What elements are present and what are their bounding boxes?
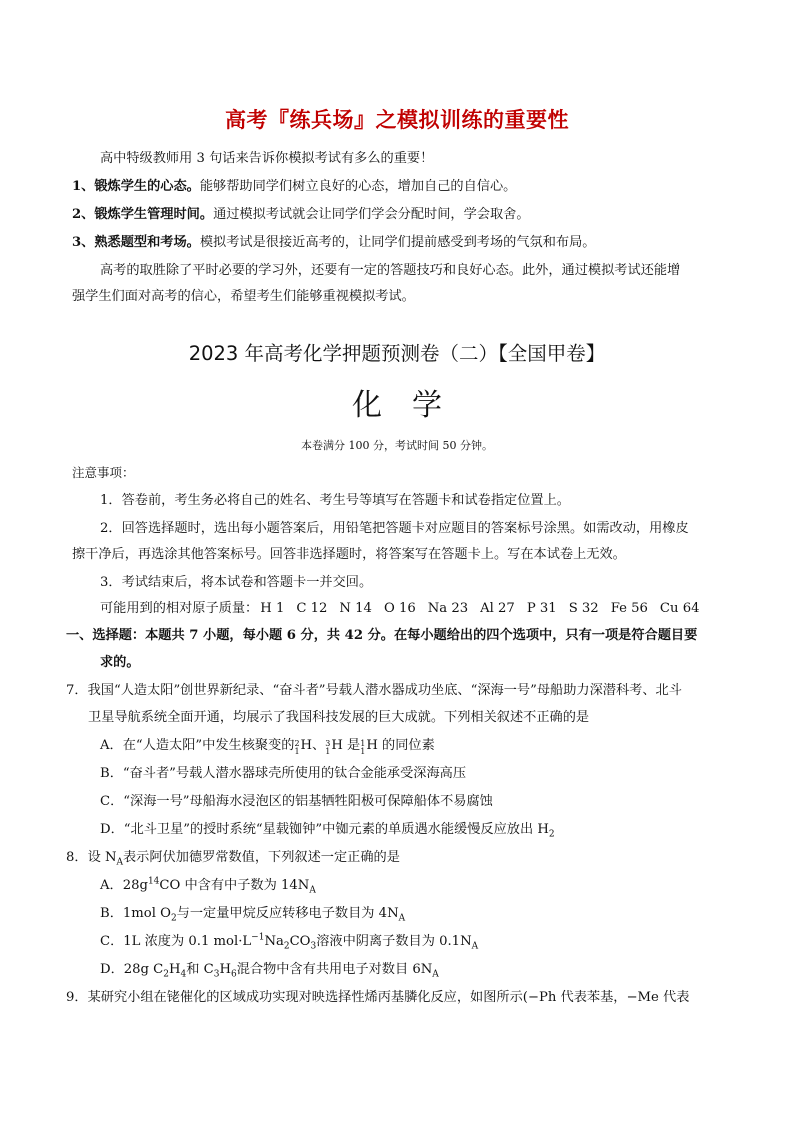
- section-heading-line-2: 求的。: [100, 655, 140, 670]
- q7-option-d: [100, 821, 555, 839]
- exam-info: 本卷满分 100 分，考试时间 50 分钟。: [301, 439, 493, 452]
- option-text: H、: [300, 738, 326, 753]
- atom-mass: O 16: [383, 601, 416, 616]
- intro-closing-1: 高考的取胜除了平时必要的学习外，还要有一定的答题技巧和良好心态。此外，通过模拟考试还能增: [100, 263, 681, 278]
- section-heading-line-1: 一、选择题：本题共 7 小题，每小题 6 分，共 42 分。在每小题给出的四个选项中，只有一项是符合题目要: [66, 628, 698, 643]
- q8-option-b: B．1mol $O_2$与一定量甲烷反应转移电子数目为 $4N_A$: [100, 906, 406, 924]
- q7-stem-line-2: 卫星导航系统全面开通，均展示了我国科技发展的巨大成就。下列相关叙述不正确的是: [88, 710, 590, 725]
- intro-point-1: [72, 178, 516, 196]
- atoms-label: 可能用到的相对原子质量：: [100, 601, 259, 616]
- option-text: D．“北斗卫星”的授时系统“星载铷钟”中铷元素的单质遇水能缓慢反应放出 H: [100, 822, 549, 837]
- q7-option-b: B．“奋斗者”号载人潜水器球壳所使用的钛合金能承受深海高压: [100, 766, 467, 781]
- intro-title: 高考『练兵场』之模拟训练的重要性: [225, 108, 569, 132]
- option-text: H 的同位素: [366, 738, 435, 753]
- q8-option-d: D．28g $C_2H_4$和 $C_3H_6$混合物中含有共用电子对数目 $6N_A$: [100, 962, 439, 980]
- exam-title: 2023 年高考化学押题预测卷（二）【全国甲卷】: [188, 342, 606, 365]
- option-text: A．在“人造太阳”中发生核聚变的: [100, 738, 295, 753]
- intro-closing-2: 强学生们面对高考的信心，希望考生们能够重视模拟考试。: [72, 289, 415, 304]
- note-3: 3．考试结束后，将本试卷和答题卡一并交回。: [100, 575, 373, 590]
- q9-stem-line-1: 9．某研究小组在铑催化的区域成功实现对映选择性烯丙基膦化反应，如图所示(−Ph 代表苯基，−Me 代表: [66, 990, 690, 1005]
- q8-stem: 8．设 $N_A$表示阿伏加德罗常数值，下列叙述一定正确的是: [66, 850, 400, 868]
- intro-point-2: [72, 206, 530, 224]
- note-2-line-1: 2．回答选择题时，选出每小题答案后，用铅笔把答题卡对应题目的答案标号涂黑。如需改动，用橡皮: [100, 521, 689, 536]
- point-text: 通过模拟考试就会让同学们学会分配时间，学会取舍。: [213, 207, 530, 222]
- atom-mass: Cu 64: [659, 601, 700, 616]
- subject-title: 化学: [352, 388, 472, 423]
- atom-mass: Fe 56: [610, 601, 648, 616]
- subscript: 2: [548, 829, 555, 840]
- nuclide-3: 1 1: [360, 739, 366, 756]
- note-1: 1．答卷前，考生务必将自己的姓名、考生号等填写在答题卡和试卷指定位置上。: [100, 493, 570, 508]
- point-text: 能够帮助同学们树立良好的心态，增加自己的自信心。: [199, 179, 517, 194]
- notes-heading: 注意事项：: [72, 465, 135, 480]
- atom-mass: Na 23: [427, 601, 469, 616]
- atom-mass: C 12: [296, 601, 328, 616]
- nuclide-2: 3 1: [325, 739, 331, 756]
- atom-mass: P 31: [526, 601, 557, 616]
- q7-option-a: [100, 737, 435, 756]
- point-heading: 2、锻炼学生管理时间。: [72, 207, 214, 222]
- intro-lead: 高中特级教师用 3 句话来告诉你模拟考试有多么的重要！: [100, 151, 434, 166]
- atom-mass: H 1: [260, 601, 285, 616]
- q8-option-a: A．$28g^{14}CO$ 中含有中子数为 $14N_A$: [100, 876, 316, 896]
- atom-mass: N 14: [339, 601, 372, 616]
- q7-option-c: C．“深海一号”母船海水浸泡区的铝基牺牲阳极可保障船体不易腐蚀: [100, 794, 493, 809]
- point-heading: 3、熟悉题型和考场。: [72, 235, 200, 250]
- nuclide-1: 2 1: [294, 739, 300, 756]
- atom-mass: S 32: [568, 601, 599, 616]
- point-text: 模拟考试是很接近高考的，让同学们提前感受到考场的气氛和布局。: [199, 235, 596, 250]
- q7-stem-line-1: 7．我国“人造太阳”创世界新纪录、“奋斗者”号载人潜水器成功坐底、“深海一号”母船助力深潜科考、北斗: [66, 683, 682, 698]
- atom-mass: Al 27: [480, 601, 515, 616]
- option-text: H 是: [331, 738, 361, 753]
- intro-point-3: [72, 234, 596, 252]
- note-2-line-2: 擦干净后，再选涂其他答案标号。回答非选择题时，将答案写在答题卡上。写在本试卷上无效。: [72, 547, 626, 562]
- q8-option-c: C．1L 浓度为 0.1 $mol\cdot L^{-1}Na_2CO_3$溶液中阴离子数目为 $0.1N_A$: [100, 932, 479, 952]
- atomic-masses: [100, 600, 711, 618]
- point-heading: 1、锻炼学生的心态。: [72, 179, 200, 194]
